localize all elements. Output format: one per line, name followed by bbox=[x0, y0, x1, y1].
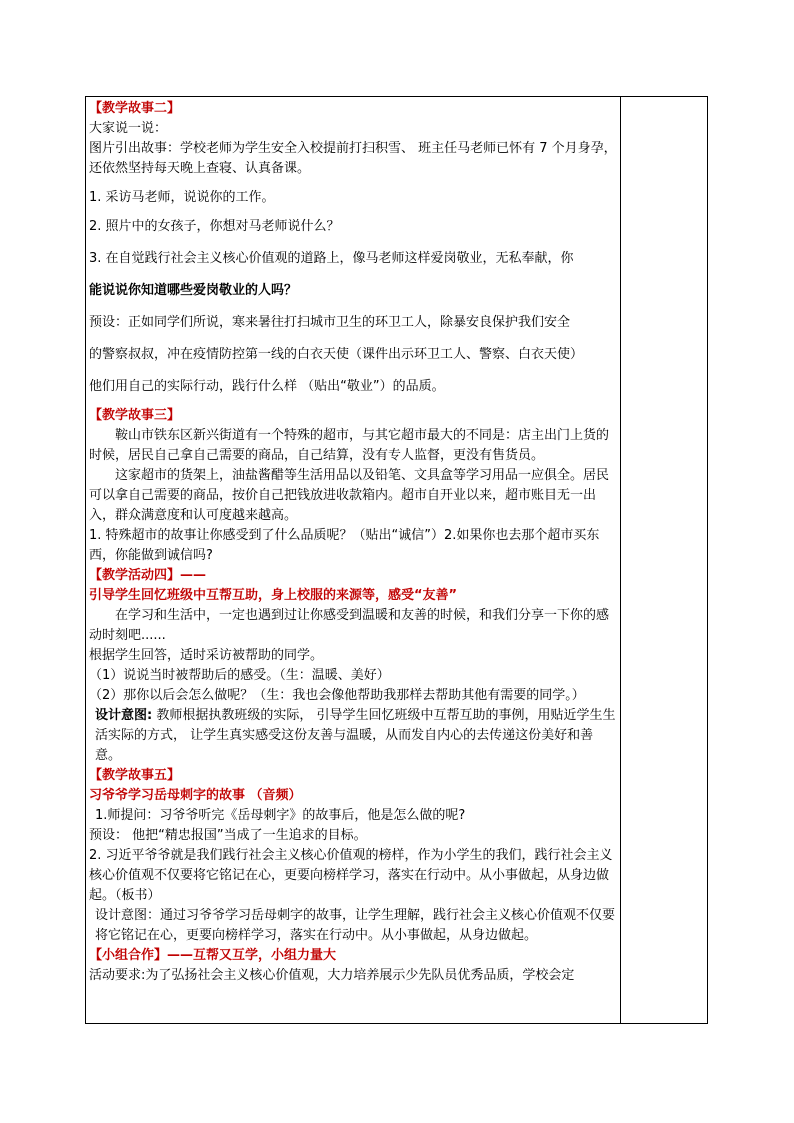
story-3-question: 1. 特殊超市的故事让你感受到了什么品质呢？（贴出“诚信”）2.如果你也去那个超市买东西，你能做到诚信吗? bbox=[89, 528, 600, 563]
story-2-intro: 大家说一说： bbox=[89, 121, 168, 136]
group-work-heading bbox=[89, 946, 618, 966]
activity-4-paragraph-1: 在学习和生活中，一定也遇到过让你感受到温暖和友善的时候，和我们分享一下你的感动时刻吧...... bbox=[89, 608, 610, 643]
design-intent-label: 设计意图: bbox=[95, 708, 153, 723]
section-heading-story-5: 【教学故事五】 bbox=[89, 768, 181, 783]
story-2-question-1: 1. 采访马老师，说说你的工作。 bbox=[89, 190, 275, 205]
activity-4-paragraph-2: 根据学生回答，适时采访被帮助的同学。 bbox=[89, 648, 324, 663]
design-intent-text: 教师根据执教班级的实际， 引导学生回忆班级中互帮互助的事例，用贴近学生生活实际的方式， 让学生真实感受这份友善与温暖，从而发自内心的去传递这份美好和善意。 bbox=[95, 708, 616, 763]
activity-4-point-2: （2）那你以后会怎么做呢？（生：我也会像他帮助我那样去帮助其他有需要的同学。） bbox=[89, 688, 585, 703]
group-work-subtitle: ——互帮又互学，小组力量大 bbox=[167, 948, 337, 963]
story-2-text: 图片引出故事：学校老师为学生安全入校提前打扫积雪、 班主任马老师已怀有 7 个月身孕，还依然坚持每天晚上查寝、认真备课。 bbox=[89, 141, 617, 176]
lesson-content bbox=[89, 99, 618, 986]
story-2-preset-line-2: 的警察叔叔，冲在疫情防控第一线的白衣天使（课件出示环卫工人、警察、白衣天使） bbox=[89, 347, 584, 362]
lesson-table bbox=[85, 96, 708, 1024]
activity-4-point-1: （1）说说当时被帮助后的感受。（生：温暖、美好） bbox=[89, 668, 390, 683]
story-2-question-3-line-2: 能说说你知道哪些爱岗敬业的人吗？ bbox=[89, 283, 298, 298]
story-3-paragraph-2: 这家超市的货架上，油盐酱醋等生活用品以及铅笔、文具盒等学习用品一应俱全。居民可以拿自己需要的商品，按价自己把钱放进收款箱内。超市自开业以来，超市账目无一出入，群众满意度和认可度越来越高。 bbox=[89, 468, 610, 523]
story-2-question-2: 2. 照片中的女孩子，你想对马老师说什么？ bbox=[89, 219, 340, 234]
group-work-title: 【小组合作】 bbox=[89, 948, 168, 963]
story-5-subtitle: 习爷爷学习岳母刺字的故事 （音频） bbox=[89, 788, 302, 803]
story-5-question-1: 1.师提问：习爷爷听完《岳母刺字》的故事后，他是怎么做的呢? bbox=[95, 808, 466, 823]
group-work-requirement: 活动要求:为了弘扬社会主义核心价值观，大力培养展示少先队员优秀品质，学校会定 bbox=[89, 968, 575, 983]
story-2-question-3-line-1: 3. 在自觉践行社会主义核心价值观的道路上，像马老师这样爱岗敬业，无私奉献，你 bbox=[89, 251, 574, 266]
activity-4-subtitle: 引导学生回忆班级中互帮互助，身上校服的来源等，感受“友善” bbox=[89, 588, 458, 603]
section-heading-story-3: 【教学故事三】 bbox=[89, 408, 181, 423]
table-column-divider bbox=[620, 96, 621, 1024]
story-5-design-intent: 设计意图：通过习爷爷学习岳母刺字的故事，让学生理解，践行社会主义核心价值观不仅要将它铭记在心，更要向榜样学习，落实在行动中。从小事做起，从身边做起。 bbox=[95, 908, 616, 943]
story-2-preset-line-3: 他们用自己的实际行动，践行什么样 （贴出“敬业”）的品质。 bbox=[89, 379, 445, 394]
section-heading-activity-4: 【教学活动四】—— bbox=[89, 568, 207, 583]
story-5-question-2: 2. 习近平爷爷就是我们践行社会主义核心价值观的榜样，作为小学生的我们，践行社会主义核心价值观不仅要将它铭记在心，更要向榜样学习，落实在行动中。从小事做起，从身边做起。（板书） bbox=[89, 848, 613, 903]
activity-4-design-intent bbox=[89, 706, 618, 766]
story-2-preset-line-1: 预设：正如同学们所说，寒来暑往打扫城市卫生的环卫工人，除暴安良保护我们安全 bbox=[89, 315, 571, 330]
story-3-paragraph-1: 鞍山市铁东区新兴街道有一个特殊的超市，与其它超市最大的不同是：店主出门上货的时候，居民自己拿自己需要的商品，自己结算，没有专人监督，更没有售货员。 bbox=[89, 428, 610, 463]
section-heading-story-2: 【教学故事二】 bbox=[89, 101, 181, 116]
story-5-preset: 预设： 他把“精忠报国”当成了一生追求的目标。 bbox=[89, 828, 367, 843]
